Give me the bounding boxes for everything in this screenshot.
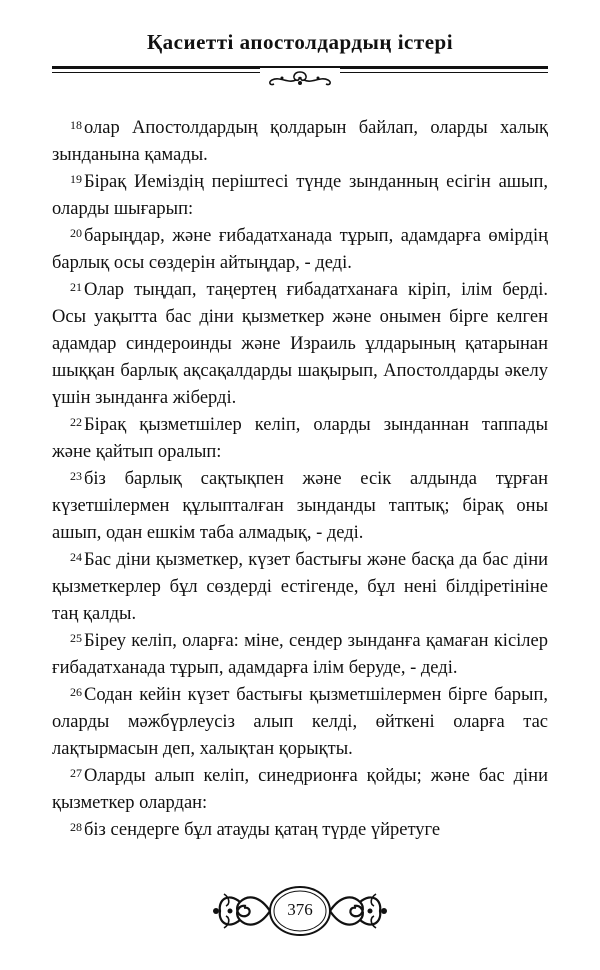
verse — [52, 817, 548, 844]
verse — [52, 763, 548, 817]
verse-number: 21 — [70, 280, 82, 294]
verse-number: 18 — [70, 118, 82, 132]
verse-number: 25 — [70, 631, 82, 645]
verse — [52, 223, 548, 277]
page-number: 376 — [287, 900, 313, 919]
verse-text: біз барлық сақтықпен және есік алдында тұрған күзетшілермен құлыпталған зынданды таптық; бірақ оны ашып, одан ешкім таба алмадық, - деді. — [52, 469, 548, 543]
verse-text: біз сендерге бұл атауды қатаң түрде үйретуге — [84, 820, 441, 840]
verse-text: олар Апостолдардың қолдарын байлап, оларды халық зынданына қамады. — [52, 118, 548, 165]
verse — [52, 115, 548, 169]
page-footer — [210, 876, 390, 946]
verse-text: барыңдар, және ғибадатханада тұрып, адамдарға өмірдің барлық осы сөздерін айтыңдар, - деді. — [52, 226, 548, 273]
book-title: Қасиетті апостолдардың істері — [146, 30, 454, 54]
header-ornament-icon — [260, 68, 340, 90]
verse-text: Содан кейін күзет бастығы қызметшілермен бірге барып, оларды мәжбүрлеусіз алып келді, өйткені оларға тас лақтырмасын деп, халықтан қорықты. — [52, 685, 548, 759]
verse — [52, 628, 548, 682]
verse-text: Бірақ Иеміздің періштесі түнде зынданның есігін ашып, оларды шығарып: — [52, 172, 548, 219]
verse-text: Бірақ қызметшілер келіп, оларды зынданнан таппады және қайтып оралып: — [52, 415, 548, 462]
verse — [52, 412, 548, 466]
verse-number: 23 — [70, 469, 82, 483]
verse-number: 22 — [70, 415, 82, 429]
verse-number: 26 — [70, 685, 82, 699]
verse — [52, 277, 548, 412]
verse-number: 20 — [70, 226, 82, 240]
verse-text: Біреу келіп, оларға: міне, сендер зынданға қамаған кісілер ғибадатханада тұрып, адамдарға ілім беруде, - деді. — [52, 631, 548, 678]
scripture-text — [52, 115, 548, 844]
verse — [52, 169, 548, 223]
verse-text: Бас діни қызметкер, күзет бастығы және басқа да бас діни қызметкерлер бұл сөздерді естігенде, бұл нені білдіретініне таң қалды. — [52, 550, 548, 624]
verse-number: 24 — [70, 550, 82, 564]
verse — [52, 466, 548, 547]
verse — [52, 682, 548, 763]
verse-number: 27 — [70, 766, 82, 780]
verse-number: 28 — [70, 820, 82, 834]
verse-text: Оларды алып келіп, синедрионға қойды; және бас діни қызметкер олардан: — [52, 766, 548, 813]
verse — [52, 547, 548, 628]
verse-number: 19 — [70, 172, 82, 186]
verse-text: Олар тыңдап, таңертең ғибадатханаға кіріп, ілім берді. Осы уақытта бас діни қызметкер және онымен бірге келген адамдар синдероинды және Израиль ұлдарының қатарынан шыққан барлық ақсақалдарды шақырып, Апостолдарды әкелу үшін зынданға жіберді. — [52, 280, 548, 408]
